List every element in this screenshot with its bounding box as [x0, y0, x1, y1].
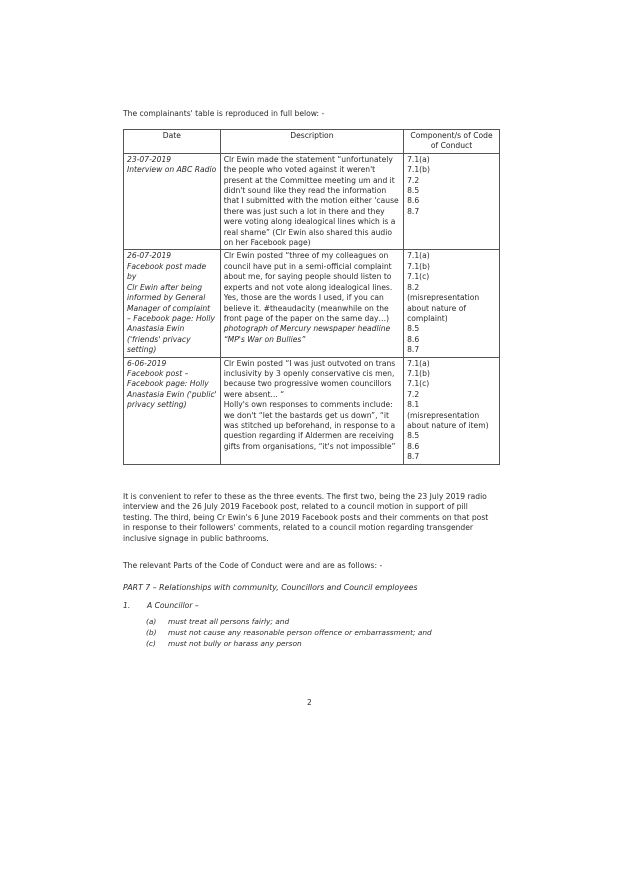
- table-row: [124, 153, 500, 250]
- description-line: were voting along idealogical lines which is a: [223, 217, 396, 227]
- description-line: didn't sound like they read the information: [223, 186, 387, 196]
- date-line: informed by General: [127, 293, 206, 303]
- components-cell: [404, 357, 500, 464]
- description-line: photograph of Mercury newspaper headline: [223, 324, 391, 334]
- description-line: about me, for saying people should listen to: [223, 272, 392, 282]
- subclause-c: [146, 639, 302, 648]
- description-line: real shame” (Clr Ewin also shared this audio: [223, 227, 392, 237]
- components-line: 8.5: [407, 431, 420, 441]
- subclause-label: (a): [146, 617, 157, 626]
- description-line: believe it. #theaudacity (meanwhile on the: [223, 303, 389, 313]
- description-line: Clr Ewin made the statement “unfortunately: [223, 154, 393, 164]
- paragraph-three-events: [123, 492, 503, 544]
- components-line: 7.2: [407, 175, 420, 185]
- subclause-label: (b): [146, 628, 157, 637]
- date-line: Anastasia Ewin: [127, 324, 185, 334]
- date-line: Facebook page: Holly: [127, 379, 209, 389]
- components-line: 8.7: [407, 345, 420, 355]
- subclause-text: must treat all persons fairly; and: [168, 617, 290, 626]
- components-line: 7.1(b): [407, 261, 430, 271]
- header-components: [404, 130, 500, 154]
- date-line: – Facebook page: Holly: [127, 313, 216, 323]
- subclause-a: [146, 617, 289, 626]
- paragraph-line: in response to their followers' comments, related to a council motion regarding transgender: [123, 523, 474, 533]
- date-line: privacy setting): [127, 400, 187, 410]
- header-components-line1: Component/s of: [410, 131, 471, 140]
- description-cell: [220, 250, 403, 357]
- description-line: Clr Ewin posted “three of my colleagues on: [223, 251, 389, 261]
- description-line: inclusivity by 3 openly conservative cis men,: [223, 368, 395, 378]
- date-line: ('friends' privacy setting): [127, 334, 191, 355]
- components-line: 7.1(c): [407, 272, 430, 282]
- subclause-text: must not cause any reasonable person offence or embarrassment; and: [168, 628, 432, 637]
- description-line: council have put in a semi-official complaint: [223, 261, 392, 271]
- description-cell: [220, 357, 403, 464]
- components-line: 8.5: [407, 186, 420, 196]
- date-line: Clr Ewin after being: [127, 282, 203, 292]
- paragraph-relevant-parts: The relevant Parts of the Code of Conduct were and are as follows: -: [123, 561, 383, 570]
- header-description: Description: [220, 130, 403, 154]
- table-row: [124, 357, 500, 464]
- components-line: (misrepresentation: [407, 293, 480, 303]
- date-cell: [124, 357, 221, 464]
- components-line: 8.1: [407, 400, 420, 410]
- components-line: 8.7: [407, 206, 420, 216]
- paragraph-line: inclusive signage in public bathrooms.: [123, 533, 269, 543]
- subclause-b: [146, 628, 432, 637]
- components-line: 8.6: [407, 334, 420, 344]
- description-line: was stitched up beforehand, in response to a: [223, 420, 396, 430]
- date-line: Facebook post –: [127, 368, 189, 378]
- date-line: Facebook post made by: [127, 261, 207, 282]
- part-7-heading: PART 7 – Relationships with community, Councillors and Council employees: [123, 583, 418, 592]
- components-line: 7.1(b): [407, 368, 430, 378]
- description-line: on her Facebook page): [223, 238, 311, 248]
- components-line: 7.1(a): [407, 154, 430, 164]
- components-cell: [404, 153, 500, 250]
- components-line: 7.1(a): [407, 358, 430, 368]
- header-date: Date: [124, 130, 221, 154]
- description-line: there was just such a lot in there and they: [223, 206, 385, 216]
- components-line: 7.2: [407, 389, 420, 399]
- description-line: were absent... “: [223, 389, 285, 399]
- date-line: 23-07-2019: [127, 154, 172, 164]
- components-line: 8.6: [407, 441, 420, 451]
- components-line: (misrepresentation: [407, 410, 480, 420]
- components-cell: [404, 250, 500, 357]
- description-line: gifts from organisations, “it's not impossible”: [223, 441, 396, 451]
- date-cell: [124, 250, 221, 357]
- description-line: “MP's War on Bullies”: [223, 334, 306, 344]
- components-line: 7.1(c): [407, 379, 430, 389]
- paragraph-line: interview and the 26 July 2019 Facebook post, related to a council motion in support of pill: [123, 502, 468, 512]
- date-line: Anastasia Ewin ('public': [127, 389, 217, 399]
- description-line: experts and not vote along idealogical lines.: [223, 282, 393, 292]
- components-line: 7.1(b): [407, 165, 430, 175]
- components-line: 8.6: [407, 196, 420, 206]
- description-line: the people who voted against it weren't: [223, 165, 376, 175]
- date-line: 6-06-2019: [127, 358, 167, 368]
- description-line: present at the Committee meeting um and it: [223, 175, 395, 185]
- date-line: Interview on ABC Radio: [127, 165, 217, 175]
- table-header-row: [124, 130, 500, 154]
- description-line: question regarding if Aldermen are receiving: [223, 431, 394, 441]
- paragraph-line: testing. The third, being Cr Ewin's 6 June 2019 Facebook posts and their comments on that post: [123, 512, 489, 522]
- components-line: 7.1(a): [407, 251, 430, 261]
- description-cell: [220, 153, 403, 250]
- date-line: Manager of complaint: [127, 303, 211, 313]
- components-line: 8.7: [407, 452, 420, 462]
- clause-1: [123, 601, 199, 610]
- clause-text: A Councillor –: [147, 601, 199, 610]
- complaints-table: [123, 129, 500, 465]
- description-line: front page of the paper on the same day…): [223, 313, 390, 323]
- description-line: we don't “let the bastards get us down”, “it: [223, 410, 389, 420]
- page-number: 2: [307, 698, 312, 707]
- components-line: about nature of item): [407, 420, 489, 430]
- components-line: 8.2: [407, 282, 420, 292]
- paragraph-line: It is convenient to refer to these as the three events. The first two, being the 23 July 2019 radio: [123, 492, 487, 501]
- subclause-text: must not bully or harass any person: [168, 639, 302, 648]
- date-cell: [124, 153, 221, 250]
- description-line: that I submitted with the motion either 'cause: [223, 196, 399, 206]
- table-row: [124, 250, 500, 357]
- subclause-label: (c): [146, 639, 156, 648]
- components-line: about nature of: [407, 303, 467, 313]
- intro-text: The complainants' table is reproduced in full below: -: [123, 109, 325, 118]
- date-line: 26-07-2019: [127, 251, 172, 261]
- header-components-line2: Code of Conduct: [430, 131, 493, 151]
- description-line: Holly's own responses to comments include:: [223, 400, 393, 410]
- components-line: 8.5: [407, 324, 420, 334]
- components-line: complaint): [407, 313, 448, 323]
- clause-number: 1.: [123, 601, 131, 610]
- description-line: because two progressive women councillors: [223, 379, 392, 389]
- description-line: Clr Ewin posted “I was just outvoted on trans: [223, 358, 396, 368]
- description-line: Yes, those are the words I used, if you can: [223, 293, 384, 303]
